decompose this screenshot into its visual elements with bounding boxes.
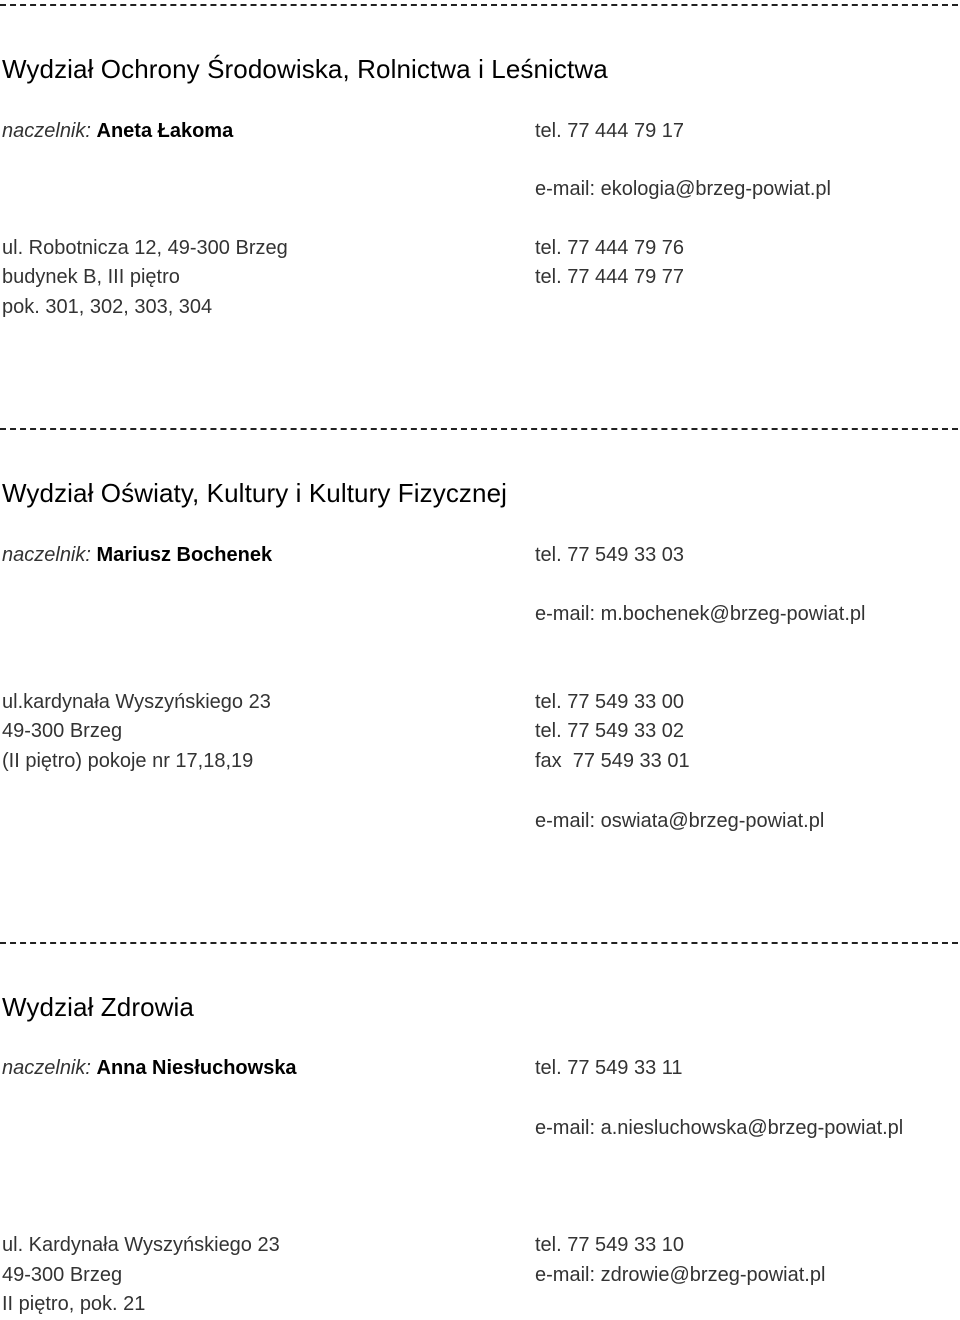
contact-phone: tel. 77 549 33 10 (535, 1234, 685, 1256)
section-title-environment: Wydział Ochrony Środowiska, Rolnictwa i Leśnictwa (2, 54, 608, 84)
department-email[interactable]: e-mail: zdrowie@brzeg-powiat.pl (535, 1264, 826, 1286)
head-phone: tel. 77 549 33 03 (535, 544, 685, 566)
head-email[interactable]: e-mail: m.bochenek@brzeg-powiat.pl (535, 603, 866, 625)
contact-phone: tel. 77 444 79 76 (535, 237, 685, 259)
head-role-label: naczelnik: (2, 1057, 91, 1079)
address-line: pok. 301, 302, 303, 304 (2, 296, 213, 318)
head-name: Anna Niesłuchowska (96, 1057, 297, 1079)
address-line: 49-300 Brzeg (2, 1264, 123, 1286)
department-email[interactable]: e-mail: oswiata@brzeg-powiat.pl (535, 810, 825, 832)
department-head (2, 1057, 297, 1080)
department-head (2, 120, 233, 143)
section-title-education: Wydział Oświaty, Kultury i Kultury Fizycznej (2, 478, 508, 508)
contact-phone: tel. 77 549 33 02 (535, 720, 685, 742)
separator-top (0, 4, 958, 6)
head-phone: tel. 77 549 33 11 (535, 1057, 683, 1079)
head-phone: tel. 77 444 79 17 (535, 120, 685, 142)
address-line: II piętro, pok. 21 (2, 1293, 146, 1315)
contact-phone: tel. 77 444 79 77 (535, 266, 685, 288)
head-email[interactable]: e-mail: a.niesluchowska@brzeg-powiat.pl (535, 1117, 904, 1139)
head-name: Mariusz Bochenek (96, 544, 273, 566)
section-title-health: Wydział Zdrowia (2, 992, 194, 1022)
department-head (2, 544, 272, 567)
address-line: budynek B, III piętro (2, 266, 180, 288)
address-line: ul. Kardynała Wyszyńskiego 23 (2, 1234, 280, 1256)
address-line: 49-300 Brzeg (2, 720, 123, 742)
separator (0, 942, 958, 944)
head-role-label: naczelnik: (2, 120, 91, 142)
address-line: ul. Robotnicza 12, 49-300 Brzeg (2, 237, 288, 259)
contact-fax: fax 77 549 33 01 (535, 750, 690, 772)
contact-phone: tel. 77 549 33 00 (535, 691, 685, 713)
separator (0, 428, 958, 430)
head-name: Aneta Łakoma (96, 120, 234, 142)
address-line: ul.kardynała Wyszyńskiego 23 (2, 691, 271, 713)
head-role-label: naczelnik: (2, 544, 91, 566)
head-email[interactable]: e-mail: ekologia@brzeg-powiat.pl (535, 178, 831, 200)
address-line: (II piętro) pokoje nr 17,18,19 (2, 750, 254, 772)
